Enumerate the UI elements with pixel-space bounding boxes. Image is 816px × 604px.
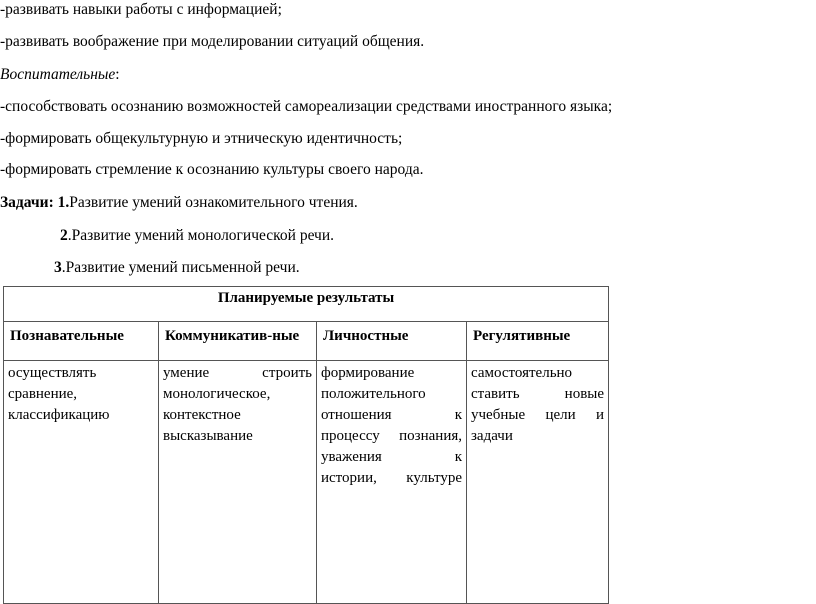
cell-line: уважения к [321, 449, 462, 465]
objective-line-info-skills: -развивать навыки работы с информацией; [0, 1, 282, 18]
cell-cognitive [4, 361, 159, 604]
task-1-number: 1. [57, 194, 70, 211]
cell-line: высказывание [163, 428, 253, 444]
cell-line: сравнение, [8, 386, 78, 402]
objective-line-culture: -формировать стремление к осознанию культуры своего народа. [0, 161, 424, 178]
cell-line: монологическое, [163, 386, 271, 402]
cell-regulatory [467, 361, 609, 604]
column-header-regulatory: Регулятивные [467, 322, 609, 361]
cell-line: процессу познания, [321, 428, 462, 444]
planned-results-table [3, 286, 609, 604]
task-3-text: .Развитие умений письменной речи. [61, 259, 300, 276]
tasks-label: Задачи: [0, 194, 54, 211]
table-title-row [4, 287, 609, 322]
task-2-number: 2 [60, 227, 68, 244]
column-header-personal: Личностные [317, 322, 467, 361]
task-3-number: 3 [54, 259, 62, 276]
task-2 [60, 226, 334, 246]
cell-line: осуществлять [8, 365, 97, 381]
table-title: Планируемые результаты [4, 287, 609, 322]
column-header-cognitive: Познавательные [4, 322, 159, 361]
task-1-text: Развитие умений ознакомительного чтения. [69, 194, 358, 211]
cell-line: положительного [321, 386, 426, 402]
cell-line: контекстное [163, 407, 241, 423]
cell-line: истории, культуре [321, 470, 462, 486]
column-header-communicative: Коммуникатив-ные [159, 322, 317, 361]
cell-line: отношения к [321, 407, 462, 423]
table-row [4, 361, 609, 604]
cell-line: формирование [321, 365, 415, 381]
task-2-text: .Развитие умений монологической речи. [67, 227, 335, 244]
task-3 [54, 258, 300, 278]
educational-heading-text: Воспитательные [0, 66, 116, 83]
task-1 [0, 193, 358, 213]
objective-line-self-realization: -способствовать осознанию возможностей самореализации средствами иностранного языка; [0, 98, 613, 115]
cell-line: классификацию [8, 407, 110, 423]
objective-line-imagination: -развивать воображение при моделировании ситуаций общения. [0, 33, 425, 50]
cell-line: задачи [471, 428, 513, 444]
cell-line: умение строить [163, 365, 312, 381]
educational-heading [0, 65, 120, 85]
cell-personal [317, 361, 467, 604]
cell-line: учебные цели и [471, 407, 605, 423]
table-header-row [4, 322, 609, 361]
educational-heading-colon: : [115, 66, 120, 83]
cell-communicative [159, 361, 317, 604]
cell-line: ставить новые [471, 386, 605, 402]
cell-line: самостоятельно [471, 365, 573, 381]
objective-line-identity: -формировать общекультурную и этническую идентичность; [0, 130, 403, 147]
